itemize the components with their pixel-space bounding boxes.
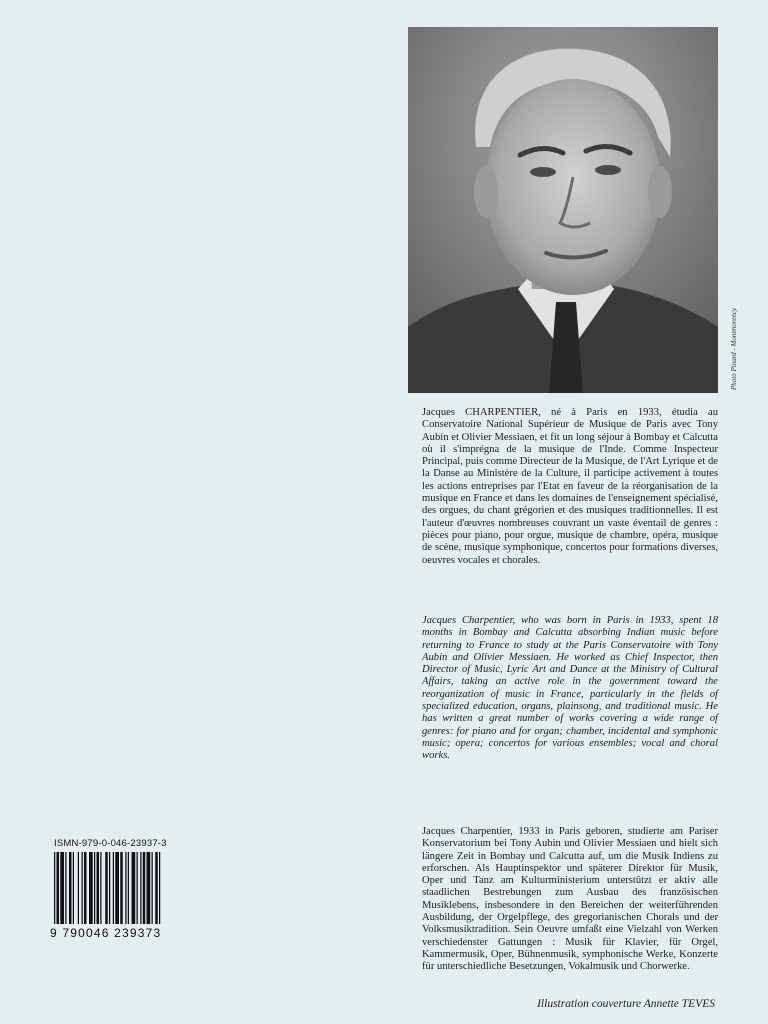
cover-illustration-credit: Illustration couverture Annette TEVES bbox=[537, 998, 715, 1010]
composer-portrait-photo bbox=[408, 27, 718, 393]
barcode-bar bbox=[115, 852, 119, 924]
barcode-bar bbox=[120, 852, 123, 924]
barcode-bar bbox=[152, 852, 153, 924]
barcode-bar bbox=[100, 852, 101, 924]
barcode-bar bbox=[60, 852, 64, 924]
barcode-bar bbox=[125, 852, 126, 924]
barcode-bar bbox=[155, 852, 158, 924]
barcode-bar bbox=[113, 852, 114, 924]
barcode-bar bbox=[84, 852, 87, 924]
barcode-bar bbox=[140, 852, 141, 924]
barcode-bar bbox=[78, 852, 79, 924]
barcode-bar bbox=[82, 852, 83, 924]
biography-german: Jacques Charpentier, 1933 in Paris geboren, studierte am Pariser Konservatorium bei Tony Aubin und Olivier Messiaen und hielt sich längere Zeit in Bombay und Calcutta auf, um die Musik Indiens zu erforschen. Als Hauptinspektor und späterer Direktor für Musik, Oper und Tanz am Kulturministerium unterstützt er aktiv alle staadlichen Bestrebungen zum Ausbau des französischen Musiklebens, insbesondere in den Bereichen der weiterführenden Ausbildung, der Orgelpflege, des gregorianischen Chorals und der Volksmusiktradition. Sein Oeuvre umfaßt eine Vielzahl von Werken verschiedenster Gattungen : Musik für Klavier, für Orgel, Kammermusik, Oper, Bühnenmusik, symphonische Werke, Konzerte für unterschiedliche Besetzungen, Vokalmusik und Chorwerke. bbox=[422, 826, 718, 973]
barcode-bar bbox=[105, 852, 108, 924]
biography-french: Jacques CHARPENTIER, né à Paris en 1933, étudia au Conservatoire National Supérieur de Musique de Paris avec Tony Aubin et Olivier Messiaen, et fit un long séjour à Bombay et Calcutta où il s'imprégna de la musique de l'Inde. Comme Inspecteur Principal, puis comme Directeur de la Musique, de l'Art Lyrique et de la Danse au Ministère de la Culture, il participe activement à toutes les actions entreprises par l'Etat en faveur de la réorganisation de la musique en France et dans les domaines de l'enseignement spécialisé, des orgues, du chant grégorien et des musiques traditionnelles. Il est l'auteur d'œuvres nombreuses couvrant un vaste éventail de genres : pièces pour piano, pour orgue, musique de chambre, opéra, musique de scène, musique symphonique, concertos pour formations diverses, oeuvres vocales et chorales. bbox=[422, 407, 718, 566]
barcode-bar bbox=[109, 852, 110, 924]
barcode-image bbox=[54, 852, 204, 924]
barcode-bar bbox=[57, 852, 60, 924]
barcode-bar bbox=[97, 852, 100, 924]
barcode-bar bbox=[143, 852, 146, 924]
barcode-bar bbox=[128, 852, 129, 924]
barcode-bar bbox=[54, 852, 55, 924]
barcode-bar bbox=[65, 852, 66, 924]
ismn-label: ISMN-979-0-046-23937-3 bbox=[54, 838, 167, 849]
barcode-bar bbox=[132, 852, 136, 924]
photo-credit: Photo Pinard - Montmorency bbox=[730, 307, 738, 390]
barcode-bar bbox=[159, 852, 160, 924]
barcode-bar bbox=[89, 852, 93, 924]
barcode-bar bbox=[147, 852, 151, 924]
barcode-bar bbox=[69, 852, 72, 924]
barcode-bar bbox=[94, 852, 95, 924]
biography-english: Jacques Charpentier, who was born in Paris in 1933, spent 18 months in Bombay and Calcutta absorbing Indian music before returning to France to study at the Paris Conservatoire with Tony Aubin and Olivier Messiaen. He worked as Chief Inspector, then Director of Music, Lyric Art and Dance at the Ministry of Cultural Affairs, taking an active role in the government toward the reorganization of music in France, particularly in the fields of specialized education, organs, plainsong, and traditional music. He has written a great number of works covering a wide range of genres: for piano and for organ; chamber, incidental and symphonic music; opera; concertos for various ensembles; vocal and choral works. bbox=[422, 615, 718, 762]
barcode-number: 9 790046 239373 bbox=[50, 926, 162, 940]
barcode-bar bbox=[137, 852, 138, 924]
barcode-bar bbox=[73, 852, 74, 924]
